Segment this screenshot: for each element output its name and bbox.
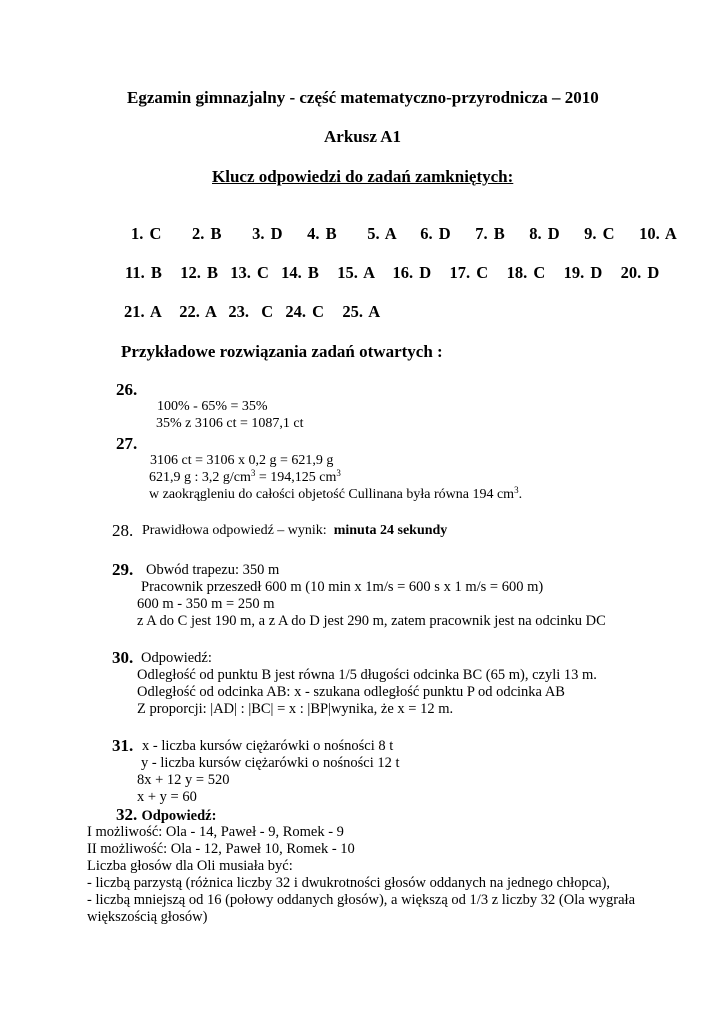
question-number-31: 31. xyxy=(112,736,134,755)
q29-line-3: 600 m - 350 m = 250 m xyxy=(137,596,275,612)
question-number-26: 26. xyxy=(116,380,138,399)
q26-line-2: 35% z 3106 ct = 1087,1 ct xyxy=(156,416,304,431)
q27-line-1: 3106 ct = 3106 x 0,2 g = 621,9 g xyxy=(150,453,334,468)
q31-line-1: x - liczba kursów ciężarówki o nośności 8 t xyxy=(142,738,394,754)
sheet-label: Arkusz A1 xyxy=(324,127,401,146)
q32-line-5: - liczbą mniejszą od 16 (połowy oddanych głosów), a większą od 1/3 z liczby 32 (Ola wygrała xyxy=(87,892,636,908)
page-title: Egzamin gimnazjalny - część matematyczno-przyrodnicza – 2010 xyxy=(127,88,599,107)
q31-line-4: x + y = 60 xyxy=(137,789,197,805)
q31-line-2: y - liczba kursów ciężarówki o nośności 12 t xyxy=(141,755,400,771)
open-tasks-heading: Przykładowe rozwiązania zadań otwartych : xyxy=(121,342,443,361)
question-number-32: 32. Odpowiedź: xyxy=(116,805,217,824)
q29-line-1: Obwód trapezu: 350 m xyxy=(146,562,280,578)
q32-line-4: - liczbą parzystą (różnica liczby 32 i dwukrotności głosów oddanych na jednego chłopca), xyxy=(87,875,611,891)
answer-key-row-2: 11. B 12. B 13. C 14. B 15. A 16. D 17. C 18. C 19. D 20. D xyxy=(125,263,660,282)
question-number-29: 29. xyxy=(112,560,134,579)
q32-line-2: II możliwość: Ola - 12, Paweł 10, Romek - 10 xyxy=(87,841,355,857)
question-number-30: 30. xyxy=(112,648,134,667)
q32-line-3: Liczba głosów dla Oli musiała być: xyxy=(87,858,293,874)
question-number-28: 28. xyxy=(112,521,134,540)
q27-line-3: w zaokrągleniu do całości objetość Cullinana była równa 194 $cm^3$. xyxy=(149,485,523,502)
answer-key-row-3: 21. A 22. A 23. C 24. C 25. A xyxy=(124,302,381,321)
q27-line-2: 621,9 g : 3,2 $g/cm^3 = 194,125$ $cm^3$ xyxy=(149,468,341,485)
q30-line-2: Odległość od punktu B jest równa 1/5 długości odcinka BC (65 m), czyli 13 m. xyxy=(137,667,597,683)
q30-line-3: Odległość od odcinka AB: x - szukana odległość punktu P od odcinka AB xyxy=(137,684,565,700)
q28-text: Prawidłowa odpowiedź – wynik: minuta 24 sekundy xyxy=(142,523,448,538)
q32-line-6: większością głosów) xyxy=(87,909,208,925)
key-heading: Klucz odpowiedzi do zadań zamkniętych: xyxy=(212,167,514,186)
answer-key-row-1: 1. C 2. B 3. D 4. B 5. A 6. D 7. B 8. D 9. C 10. A xyxy=(131,224,677,243)
q32-line-1: I możliwość: Ola - 14, Paweł - 9, Romek - 9 xyxy=(87,824,344,840)
q30-line-1: Odpowiedź: xyxy=(141,650,212,666)
question-number-27: 27. xyxy=(116,434,138,453)
q30-line-4: Z proporcji: |AD| : |BC| = x : |BP|wynika, że x = 12 m. xyxy=(137,701,454,717)
q29-line-4: z A do C jest 190 m, a z A do D jest 290 m, zatem pracownik jest na odcinku DC xyxy=(137,613,606,629)
q31-line-3: 8x + 12 y = 520 xyxy=(137,772,230,788)
q29-line-2: Pracownik przeszedł 600 m (10 min x 1m/s = 600 s x 1 m/s = 600 m) xyxy=(141,579,544,595)
q26-line-1: 100% - 65% = 35% xyxy=(157,399,268,414)
